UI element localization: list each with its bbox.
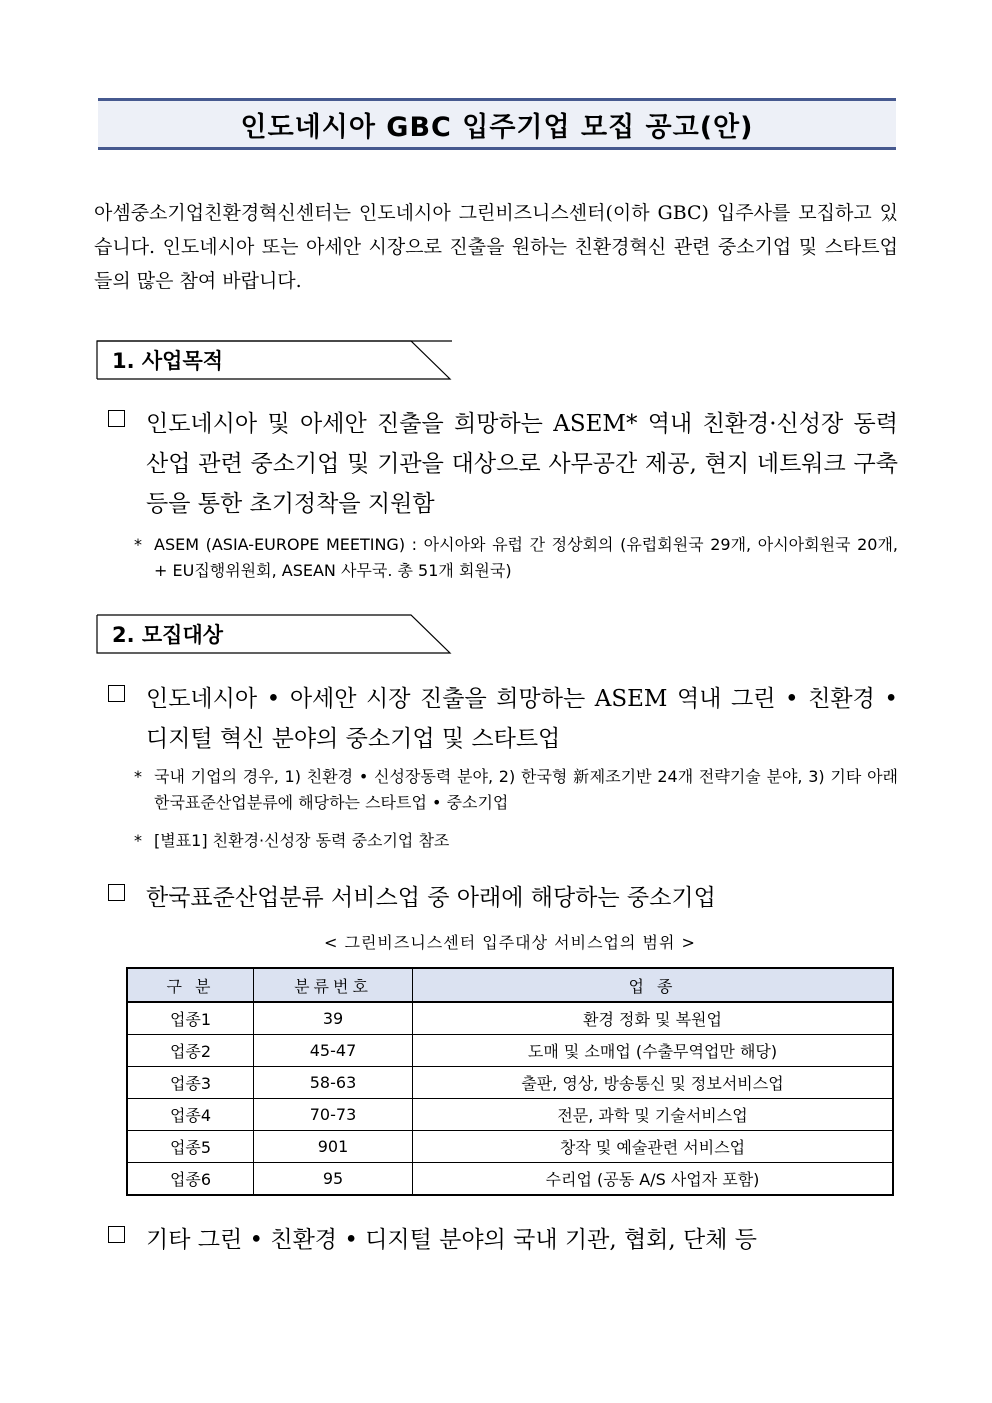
table-header-cell: 업 종 bbox=[413, 968, 894, 1002]
section-2-note-1-text: 국내 기업의 경우, 1) 친환경 • 신성장동력 분야, 2) 한국형 新제조기반 24개 전략기술 분야, 3) 기타 아래 한국표준산업분류에 해당하는 스타트업 • 중소기업 bbox=[154, 767, 898, 812]
section-2-item-1 bbox=[108, 679, 898, 759]
asterisk-marker: * bbox=[134, 831, 142, 850]
section-2-note-1 bbox=[134, 764, 898, 816]
table-row bbox=[127, 1099, 893, 1131]
table-cell: 70-73 bbox=[254, 1099, 413, 1131]
section-1-title: 1. 사업목적 bbox=[112, 349, 224, 373]
section-2-item-3 bbox=[108, 1220, 898, 1260]
section-1-item-text: 인도네시아 및 아세안 진출을 희망하는 ASEM* 역내 친환경·신성장 동력 산업 관련 중소기업 및 기관을 대상으로 사무공간 제공, 현지 네트워크 구축 등을 통한 초기정착을 지원함 bbox=[146, 411, 898, 517]
section-2-header bbox=[96, 614, 452, 654]
table-cell: 58-63 bbox=[254, 1067, 413, 1099]
checkbox-icon bbox=[108, 1226, 125, 1243]
section-2-note-2 bbox=[134, 828, 898, 854]
table-cell: 업종1 bbox=[127, 1002, 254, 1035]
section-2-item-1-text: 인도네시아 • 아세안 시장 진출을 희망하는 ASEM 역내 그린 • 친환경 • 디지털 혁신 분야의 중소기업 및 스타트업 bbox=[146, 686, 898, 752]
intro-paragraph: 아셈중소기업친환경혁신센터는 인도네시아 그린비즈니스센터(이하 GBC) 입주사를 모집하고 있습니다. 인도네시아 또는 아세안 시장으로 진출을 원하는 친환경혁신 관련 중소기업 및 스타트업들의 많은 참여 바랍니다. bbox=[94, 202, 898, 292]
table-cell: 39 bbox=[254, 1002, 413, 1035]
table-cell: 95 bbox=[254, 1163, 413, 1196]
table-row bbox=[127, 1131, 893, 1163]
table-row bbox=[127, 1163, 893, 1196]
asterisk-marker: * bbox=[134, 535, 142, 554]
checkbox-icon bbox=[108, 410, 125, 427]
table-cell: 업종6 bbox=[127, 1163, 254, 1196]
section-2-item-2 bbox=[108, 878, 898, 918]
section-2-item-2-text: 한국표준산업분류 서비스업 중 아래에 해당하는 중소기업 bbox=[146, 885, 716, 911]
table-cell: 출판, 영상, 방송통신 및 정보서비스업 bbox=[413, 1067, 894, 1099]
table-cell: 전문, 과학 및 기술서비스업 bbox=[413, 1099, 894, 1131]
service-industry-table bbox=[126, 967, 894, 1196]
section-1-note bbox=[134, 532, 898, 584]
table-cell: 업종3 bbox=[127, 1067, 254, 1099]
section-2-note-2-text: [별표1] 친환경·신성장 동력 중소기업 참조 bbox=[154, 831, 450, 850]
document-title: 인도네시아 GBC 입주기업 모집 공고(안) bbox=[240, 111, 754, 143]
section-1-note-text: ASEM (ASIA-EUROPE MEETING) : 아시아와 유럽 간 정상회의 (유럽회원국 29개, 아시아회원국 20개, + EU집행위원회, ASEAN 사무국. 총 51개 회원국) bbox=[154, 535, 898, 580]
table-row bbox=[127, 1035, 893, 1067]
table-cell: 창작 및 예술관련 서비스업 bbox=[413, 1131, 894, 1163]
table-cell: 수리업 (공동 A/S 사업자 포함) bbox=[413, 1163, 894, 1196]
table-cell: 45-47 bbox=[254, 1035, 413, 1067]
table-caption: < 그린비즈니스센터 입주대상 서비스업의 범위 > bbox=[324, 933, 696, 952]
section-1-header bbox=[96, 340, 452, 380]
section-1-item bbox=[108, 404, 898, 524]
checkbox-icon bbox=[108, 685, 125, 702]
checkbox-icon bbox=[108, 884, 125, 901]
table-row bbox=[127, 1002, 893, 1035]
section-2-title: 2. 모집대상 bbox=[112, 623, 224, 647]
table-cell: 업종2 bbox=[127, 1035, 254, 1067]
table-header-cell: 분류번호 bbox=[254, 968, 413, 1002]
table-cell: 도매 및 소매업 (수출무역업만 해당) bbox=[413, 1035, 894, 1067]
table-cell: 901 bbox=[254, 1131, 413, 1163]
table-cell: 업종5 bbox=[127, 1131, 254, 1163]
table-cell: 환경 정화 및 복원업 bbox=[413, 1002, 894, 1035]
table-header-row bbox=[127, 968, 893, 1002]
table-header-cell: 구 분 bbox=[127, 968, 254, 1002]
asterisk-marker: * bbox=[134, 767, 142, 786]
section-2-item-3-text: 기타 그린 • 친환경 • 디지털 분야의 국내 기관, 협회, 단체 등 bbox=[146, 1227, 757, 1253]
document-title-banner bbox=[98, 98, 896, 150]
table-row bbox=[127, 1067, 893, 1099]
table-cell: 업종4 bbox=[127, 1099, 254, 1131]
